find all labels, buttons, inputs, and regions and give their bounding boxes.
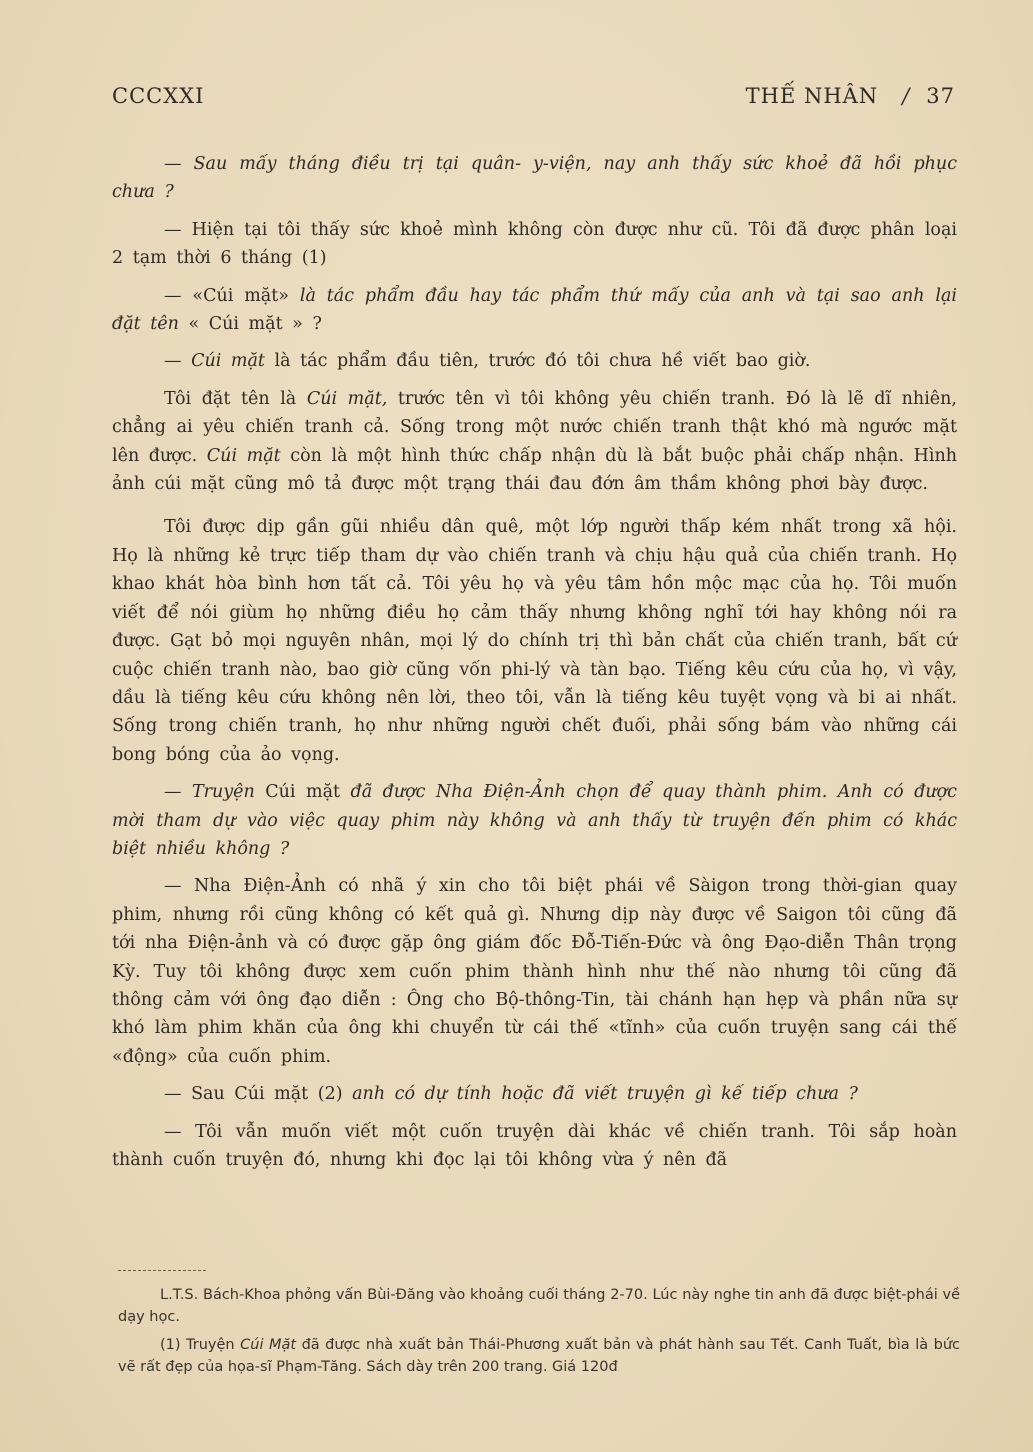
italic-run: Cúi Mặt	[240, 1337, 297, 1353]
italic-run: là tác phẩm đầu hay tác phẩm thứ mấy của anh và tại sao anh lại đặt tên	[112, 285, 957, 335]
answer-next-work: — Tôi vẫn muốn viết một cuốn truyện dài khác về chiến tranh. Tôi sắp hoàn thành cuốn truyện đó, nhưng khi đọc lại tôi không vừa ý nên đã	[112, 1121, 957, 1170]
italic-run: Cúi mặt	[191, 351, 265, 372]
text-run: « Cúi mặt » ?	[188, 314, 322, 335]
footnote-1	[118, 1334, 960, 1378]
italic-run: Truyện	[191, 782, 266, 803]
header-separator: /	[902, 84, 911, 108]
text-run: —	[164, 782, 192, 803]
answer-title-reason	[112, 385, 957, 499]
text-run: —	[164, 351, 192, 372]
text-run: Tôi đặt tên là	[164, 388, 307, 409]
question-next-work	[112, 1080, 957, 1108]
page-number: 37	[926, 84, 955, 108]
italic-run: Cúi mặt	[206, 445, 281, 466]
italic-run: Cúi mặt,	[306, 388, 388, 409]
answer-first-work	[112, 347, 957, 375]
text-run: — «Cúi mặt»	[164, 285, 300, 306]
running-title	[746, 84, 955, 108]
answer-recovery: — Hiện tại tôi thấy sức khoẻ mình không còn được như cũ. Tôi đã được phân loại 2 tạm thời 6 tháng (1)	[112, 219, 957, 269]
text-run: Cúi mặt	[265, 782, 351, 803]
page-header	[112, 84, 955, 114]
footnote-rule	[118, 1270, 206, 1271]
section-number: CCCXXI	[112, 84, 205, 108]
italic-run: anh có dự tính hoặc đã viết truyện gì kế tiếp chưa ?	[352, 1084, 858, 1105]
italic-run: đã được Nha Điện-Ảnh chọn để quay thành phim. Anh có được mời tham dự vào việc quay phim này không và anh thấy từ truyện đến phim có khác biệt nhiều không ?	[112, 782, 957, 859]
running-title-text: THẾ NHÂN	[745, 84, 879, 108]
answer-film: — Nha Điện-Ảnh có nhã ý xin cho tôi biệt phái về Sàigon trong thời-gian quay phim, nhưng rồi cũng không có kết quả gì. Nhưng dịp này được về Saigon tôi cũng đã tới nha Điện-ảnh và có được gặp ông giám đốc Đỗ-Tiến-Đức và ông Đạo-diễn Thân trọng Kỳ. Tuy tôi không được xem cuốn phim thành hình như thế nào nhưng tôi cũng đã thông cảm với ông đạo diễn : Ông cho Bộ-thông-Tin, tài chánh hạn hẹp và phần nữa sự khó làm phim khăn của ông khi chuyển từ cái thế «tĩnh» của cuốn truyện sang cái thế «động» của cuốn phim.	[112, 876, 957, 1067]
question-recovery: — Sau mấy tháng điều trị tại quân- y-viện, nay anh thấy sức khoẻ đã hồi phục chưa ?	[112, 154, 957, 203]
text-run: còn là một hình thức chấp nhận dù là bắt buộc phải chấp nhận. Hình ảnh cúi mặt cũng mô tả được một trạng thái đau đớn âm thầm không phơi bày được.	[112, 445, 957, 495]
text-run: L.T.S. Bách-Khoa phỏng vấn Bùi-Đăng vào khoảng cuối tháng 2-70. Lúc này nghe tin anh đã được biệt-phái về dạy học.	[118, 1287, 960, 1325]
text-run: (1) Truyện	[160, 1337, 241, 1353]
footnote-editor-note	[118, 1284, 960, 1328]
text-run: là tác phẩm đầu tiên, trước đó tôi chưa hề viết bao giờ.	[264, 351, 811, 372]
text-run: — Sau Cúi mặt (2)	[164, 1084, 353, 1105]
answer-villagers: Tôi được dịp gần gũi nhiều dân quê, một lớp người thấp kém nhất trong xã hội. Họ là những kẻ trực tiếp tham dự vào chiến tranh và chịu hậu quả của chiến tranh. Họ khao khát hòa bình hơn tất cả. Tôi yêu họ và yêu tâm hồn mộc mạc của họ. Tôi muốn viết để nói giùm họ những điều họ cảm thấy nhưng không nghĩ tới hay không nói ra được. Gạt bỏ mọi nguyên nhân, mọi lý do chính trị thì bản chất của chiến tranh, bất cứ cuộc chiến tranh nào, bao giờ cũng vốn phi-lý và tàn bạo. Tiếng kêu cứu của họ, vì vậy, dầu là tiếng kêu cứu không nên lời, theo tôi, vẫn là tiếng kêu tuyệt vọng và bi ai nhất. Sống trong chiến tranh, họ như những người chết đuối, phải sống bám vào những cái bong bóng của ảo vọng.	[112, 517, 957, 765]
article-body	[112, 150, 957, 1174]
text-run: đã được nhà xuất bản Thái-Phương xuất bản và phát hành sau Tết. Canh Tuất, bìa là bức vẽ rất đẹp của họa-sĩ Phạm-Tăng. Sách dày trên 200 trang. Giá 120đ	[118, 1337, 960, 1375]
question-film	[112, 778, 957, 863]
text-run: trước tên vì tôi không yêu chiến tranh. Đó là lẽ dĩ nhiên, chẳng ai yêu chiến tranh cả. Sống trong một nước chiến tranh thật khó mà ngước mặt lên được.	[112, 388, 957, 466]
question-title	[112, 282, 957, 339]
